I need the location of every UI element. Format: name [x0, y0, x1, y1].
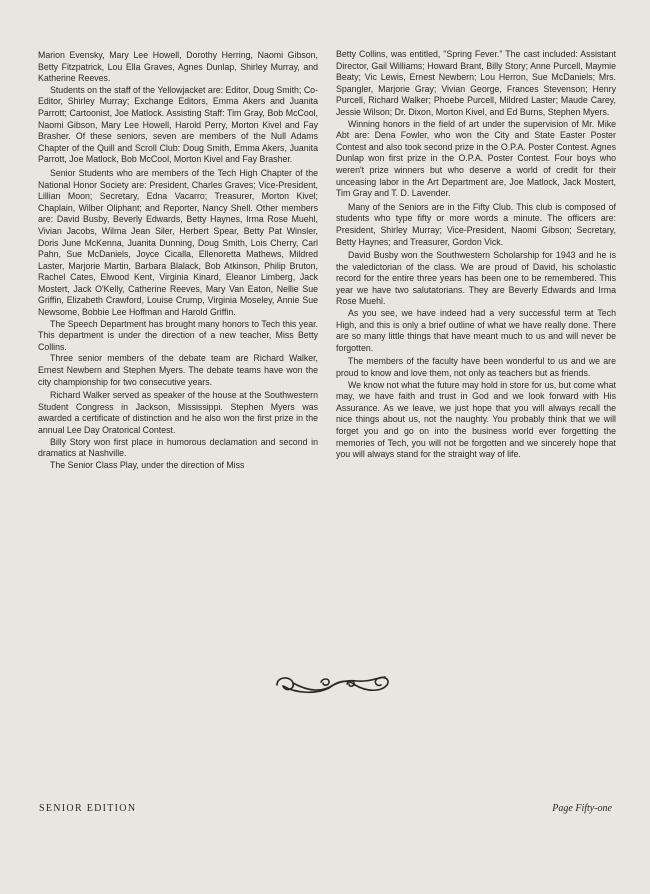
right-text-column — [336, 49, 616, 461]
footer-page-number: Page Fifty-one — [552, 803, 612, 814]
paragraph-declamation: Billy Story won first place in humorous declamation and second in dramatics at Nashville. — [38, 436, 318, 459]
paragraph-fifty-club: Many of the Seniors are in the Fifty Club. This club is composed of students who type fifty or more words a minute. The officers are: President, Shirley Murray; Vice-President, Naomi Gibson; Secretary, Betty Haynes; and Treasurer, Gordon Vick. — [336, 201, 616, 247]
left-text-column — [38, 50, 318, 471]
paragraph-scholarship: David Busby won the Southwestern Scholarship for 1943 and he is the valedictorian of the class. We are proud of David, his scholastic record for the entire three years has been one to be remembered. This year we have two salutatorians. They are Beverly Edwards and Irma Rose Muehl. — [336, 250, 616, 307]
paragraph-yellowjacket-staff: Students on the staff of the Yellowjacket are: Editor, Doug Smith; Co-Editor, Shirley Murray; Exchange Editors, Emma Akers and Juanita Parrott; Cartoonist, Joe Matlock. Assisting Staff: Tim Gray, Bob McCool, Naomi Gibson, Mary Lee Howell, Harold Perry, Morton Kivel and Fay Brasher. Of these seniors, seven are members of the Null Adams Chapter of the Quill and Scroll Club: Doug Smith, Emma Akers, Juanita Parrott, Joe Matlock, Bob McCool, Morton Kivel and Fay Brasher. — [38, 84, 318, 165]
paragraph-art-honors: Winning honors in the field of art under the supervision of Mr. Mike Abt are: Dena Fowler, who won the City and State Easter Poster Contest and also took second prize in the O.P.A. Poster Contest. Agnes Dunlap won first prize in the O.P.A. Poster Contest. Four boys who weren't prize winners but who deserve a world of credit for their unceasing labor in the Art Department are, Joe Matlock, Jack Mostert, Tim Gray and T. D. Lavender. — [336, 118, 616, 199]
paragraph-faculty: The members of the faculty have been wonderful to us and we are proud to know and love them, not only as teachers but as friends. — [336, 356, 616, 379]
paragraph-staff-names-continued: Marion Evensky, Mary Lee Howell, Dorothy Herring, Naomi Gibson, Betty Fitzpatrick, Lou Ella Graves, Agnes Dunlap, Shirley Murray, and Katherine Reeves. — [38, 50, 318, 84]
paragraph-speech-department: The Speech Department has brought many honors to Tech this year. This department is under the direction of a new teacher, Miss Betty Collins. — [38, 318, 318, 352]
paragraph-class-play-start: The Senior Class Play, under the direction of Miss — [50, 459, 245, 470]
scroll-flourish-icon — [257, 668, 407, 702]
footer-edition-label: SENIOR EDITION — [39, 803, 137, 814]
paragraph-farewell: We know not what the future may hold in store for us, but come what may, we have faith and trust in God and we look forward with His Assurance. As we leave, we just hope that you will always recall the nice things about us, not the naughty. You probably think that we will forget you and go on into the business world ever forgetting the memories of Tech, you will not be forgotten and we sincerely hope that you will always stand for the straight way of life. — [336, 379, 616, 460]
paragraph-class-play-cast: Betty Collins, was entitled, "Spring Fever." The cast included: Assistant Director, Gail Williams; Howard Brant, Billy Story; Anne Purcell, Maymie Beaty; Vic Lewis, Ernest Newbern; Lou Herron, Sue McDaniels; Mrs. Spangler, Marjorie Gray; Vivian George, Frances Stevenson; Henry Purcell, Richard Walker; Phoebe Purcell, Mildred Laster; Maude Carey, Jessie Wilson; Dr. Dixon, Morton Kivel, and Ed Burns, Stephen Myers. — [336, 49, 616, 117]
paragraph-student-congress: Richard Walker served as speaker of the house at the Southwestern Student Congress in Jackson, Mississippi. Stephen Myers was awarded a certificate of distinction and he also won the first prize in the annual Lee Day Oratorical Contest. — [38, 390, 318, 435]
paragraph-debate-team: Three senior members of the debate team are Richard Walker, Ernest Newbern and Stephen Myers. The debate teams have won the city championship for two consecutive years. — [38, 353, 318, 387]
paragraph-successful-term: As you see, we have indeed had a very successful term at Tech High, and this is only a brief outline of what we have really done. There are so many little things that have meant much to us and will never be forgotten. — [336, 308, 616, 353]
paragraph-honor-society: Senior Students who are members of the Tech High Chapter of the National Honor Society are: President, Charles Graves; Vice-President, Lillian Moon; Secretary, Edna Vacarro; Treasurer, Morton Kivel; Chaplain, Wilber Oliphant; and Reporter, Nancy Shell. Other members are: David Busby, Beverly Edwards, Betty Haynes, Irma Rose Muehl, Vivian Jacobs, Wilma Jean Siler, Herbert Spear, Betty Pat Winsler, Doris June McKenna, Juanita Dunning, Doug Smith, Lois Cherry, Carl Pahn, Sue McDaniels, Joyce Cicalla, Ellenoretta Mathews, Mildred Laster, Marjorie Martin, Barbara Blalack, Bob Atkinson, Philip Bruton, Rachel Cates, Elwood Kent, Virginia Kinard, Eleanor Limberg, Jack Mostert, Jack O'Kelly, Catherine Reeves, Mary Van Eaton, Nellie Sue Griffin, Elizabeth Crawford, Louise Crump, Virginia Moseley, Annie Sue Newsome, Bobbie Lee Hoffman and Harold Griffin. — [38, 167, 318, 318]
